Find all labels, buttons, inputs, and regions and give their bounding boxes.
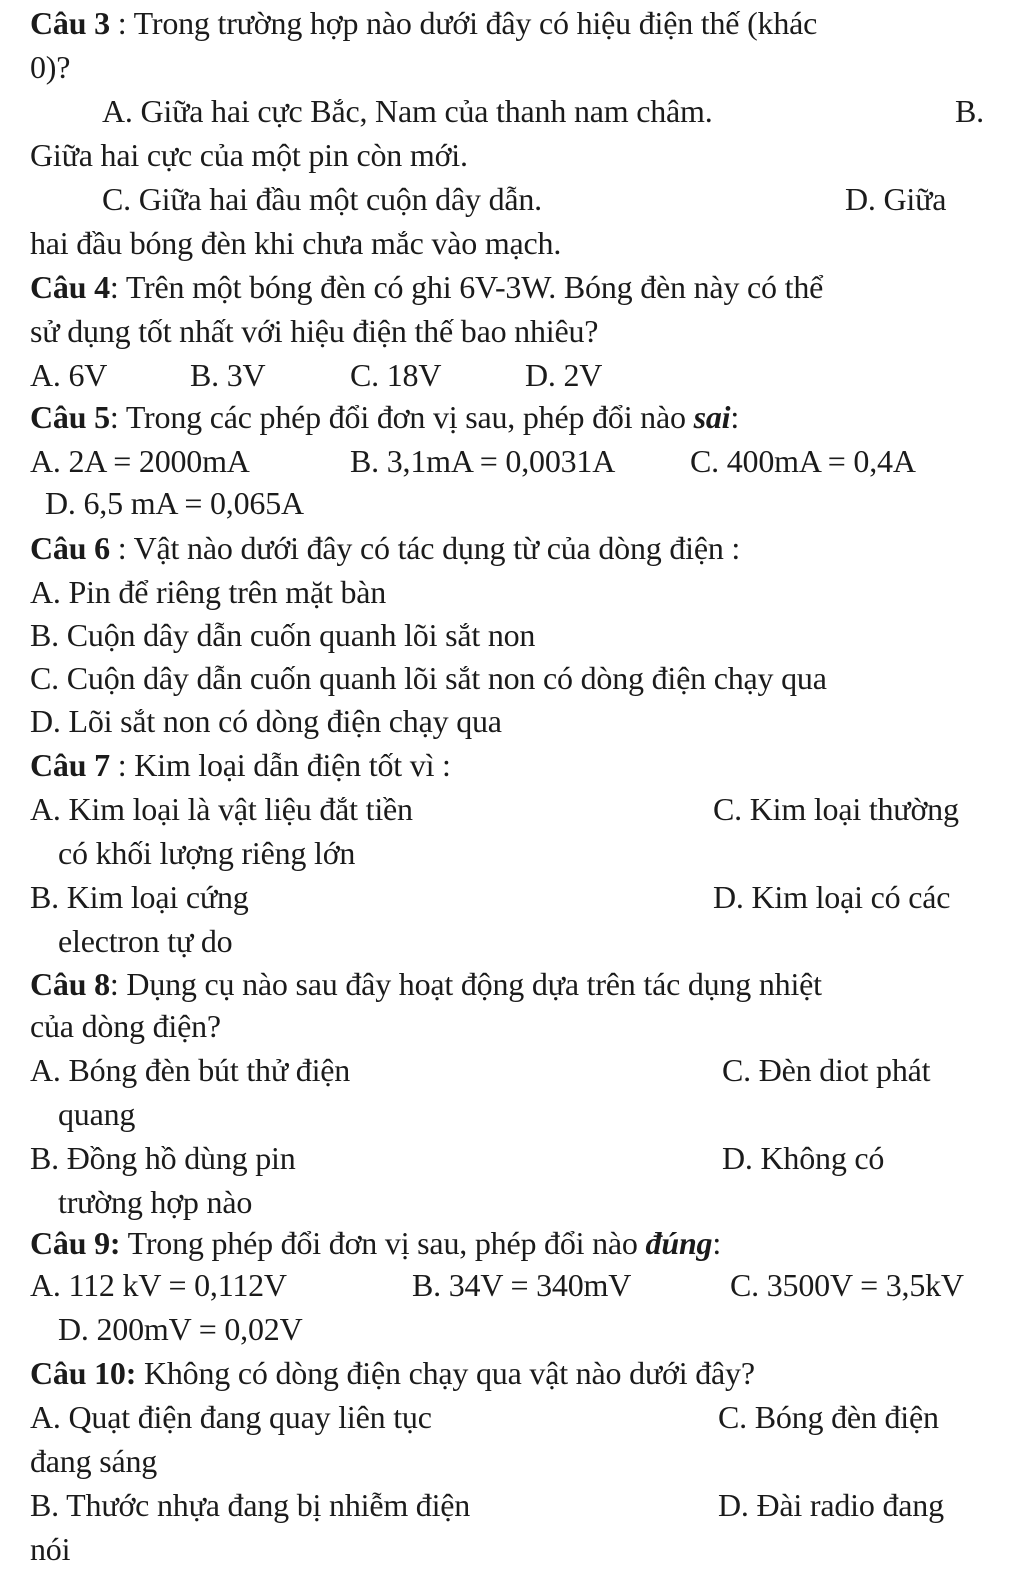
question-7-option-b: B. Kim loại cứng (30, 879, 249, 915)
question-5-option-a: A. 2A = 2000mA (30, 443, 250, 479)
question-4-stem: Câu 4: Trên một bóng đèn có ghi 6V-3W. Bóng đèn này có thể (30, 269, 824, 305)
question-3-stem-cont: 0)? (30, 49, 71, 85)
question-9-option-c: C. 3500V = 3,5kV (730, 1267, 964, 1303)
question-10-option-a: A. Quạt điện đang quay liên tục (30, 1399, 432, 1435)
question-8-stem: Câu 8: Dụng cụ nào sau đây hoạt động dựa trên tác dụng nhiệt (30, 966, 822, 1002)
question-4-option-d: D. 2V (525, 357, 603, 393)
question-7-option-a: A. Kim loại là vật liệu đắt tiền (30, 791, 413, 827)
question-9-option-b: B. 34V = 340mV (412, 1267, 632, 1303)
question-3-option-b: Giữa hai cực của một pin còn mới. (30, 137, 468, 173)
question-3-stem: Câu 3 : Trong trường hợp nào dưới đây có hiệu điện thế (khác (30, 5, 818, 41)
question-4-stem-cont: sử dụng tốt nhất với hiệu điện thế bao nhiêu? (30, 313, 599, 349)
question-7-option-d-cont: electron tự do (58, 923, 233, 959)
question-10-label: Câu 10: (30, 1355, 137, 1391)
question-5-option-c: C. 400mA = 0,4A (690, 443, 916, 479)
question-6-option-a: A. Pin để riêng trên mặt bàn (30, 574, 387, 610)
question-8-option-c: C. Đèn diot phát (722, 1052, 931, 1088)
question-5-label: Câu 5 (30, 399, 110, 435)
question-10-option-b: B. Thước nhựa đang bị nhiễm điện (30, 1487, 471, 1523)
question-3-option-a: A. Giữa hai cực Bắc, Nam của thanh nam châm. (102, 93, 713, 129)
question-4-option-c: C. 18V (350, 357, 442, 393)
question-10-option-d: D. Đài radio đang (718, 1487, 944, 1523)
question-3-option-d-label: D. Giữa (845, 181, 947, 217)
question-4-label: Câu 4 (30, 269, 110, 305)
question-8-option-a: A. Bóng đèn bút thử điện (30, 1052, 351, 1088)
question-4-option-a: A. 6V (30, 357, 108, 393)
question-3-label: Câu 3 (30, 5, 110, 41)
question-7-option-c: C. Kim loại thường (713, 791, 959, 827)
question-10-option-d-cont: nói (30, 1531, 71, 1567)
question-4-option-b: B. 3V (190, 357, 266, 393)
question-6-label: Câu 6 (30, 530, 110, 566)
question-9-stem: Câu 9: Trong phép đổi đơn vị sau, phép đổi nào đúng: (30, 1225, 722, 1261)
question-7-option-c-cont: có khối lượng riêng lớn (58, 835, 356, 871)
question-7-stem: Câu 7 : Kim loại dẫn điện tốt vì : (30, 747, 451, 783)
question-5-option-b: B. 3,1mA = 0,0031A (350, 443, 616, 479)
question-8-option-d-cont: trường hợp nào (58, 1184, 253, 1220)
question-7-option-d: D. Kim loại có các (713, 879, 951, 915)
question-10-option-c: C. Bóng đèn điện (718, 1399, 939, 1435)
question-3-option-c: C. Giữa hai đầu một cuộn dây dẫn. (102, 181, 542, 217)
question-9-label: Câu 9: (30, 1225, 121, 1261)
question-8-stem-cont: của dòng điện? (30, 1008, 221, 1044)
question-9-emphasis: đúng (645, 1225, 713, 1261)
question-6-option-d: D. Lõi sắt non có dòng điện chạy qua (30, 703, 502, 739)
question-8-option-d: D. Không có (722, 1140, 885, 1176)
question-9-option-a: A. 112 kV = 0,112V (30, 1267, 287, 1303)
question-9-option-d: D. 200mV = 0,02V (58, 1311, 303, 1347)
question-6-option-c: C. Cuộn dây dẫn cuốn quanh lõi sắt non có dòng điện chạy qua (30, 660, 827, 696)
question-10-option-c-cont: đang sáng (30, 1443, 158, 1479)
question-6-stem: Câu 6 : Vật nào dưới đây có tác dụng từ của dòng điện : (30, 530, 741, 566)
question-5-emphasis: sai (693, 399, 731, 435)
question-5-option-d: D. 6,5 mA = 0,065A (45, 485, 304, 521)
question-7-label: Câu 7 (30, 747, 110, 783)
question-8-option-b: B. Đồng hồ dùng pin (30, 1140, 296, 1176)
question-10-stem: Câu 10: Không có dòng điện chạy qua vật nào dưới đây? (30, 1355, 755, 1391)
question-5-stem: Câu 5: Trong các phép đổi đơn vị sau, phép đổi nào sai: (30, 399, 740, 435)
question-8-label: Câu 8 (30, 966, 110, 1002)
question-3-option-b-label: B. (955, 93, 984, 129)
question-3-option-d: hai đầu bóng đèn khi chưa mắc vào mạch. (30, 225, 562, 261)
question-6-option-b: B. Cuộn dây dẫn cuốn quanh lõi sắt non (30, 617, 536, 653)
question-8-option-c-cont: quang (58, 1096, 136, 1132)
